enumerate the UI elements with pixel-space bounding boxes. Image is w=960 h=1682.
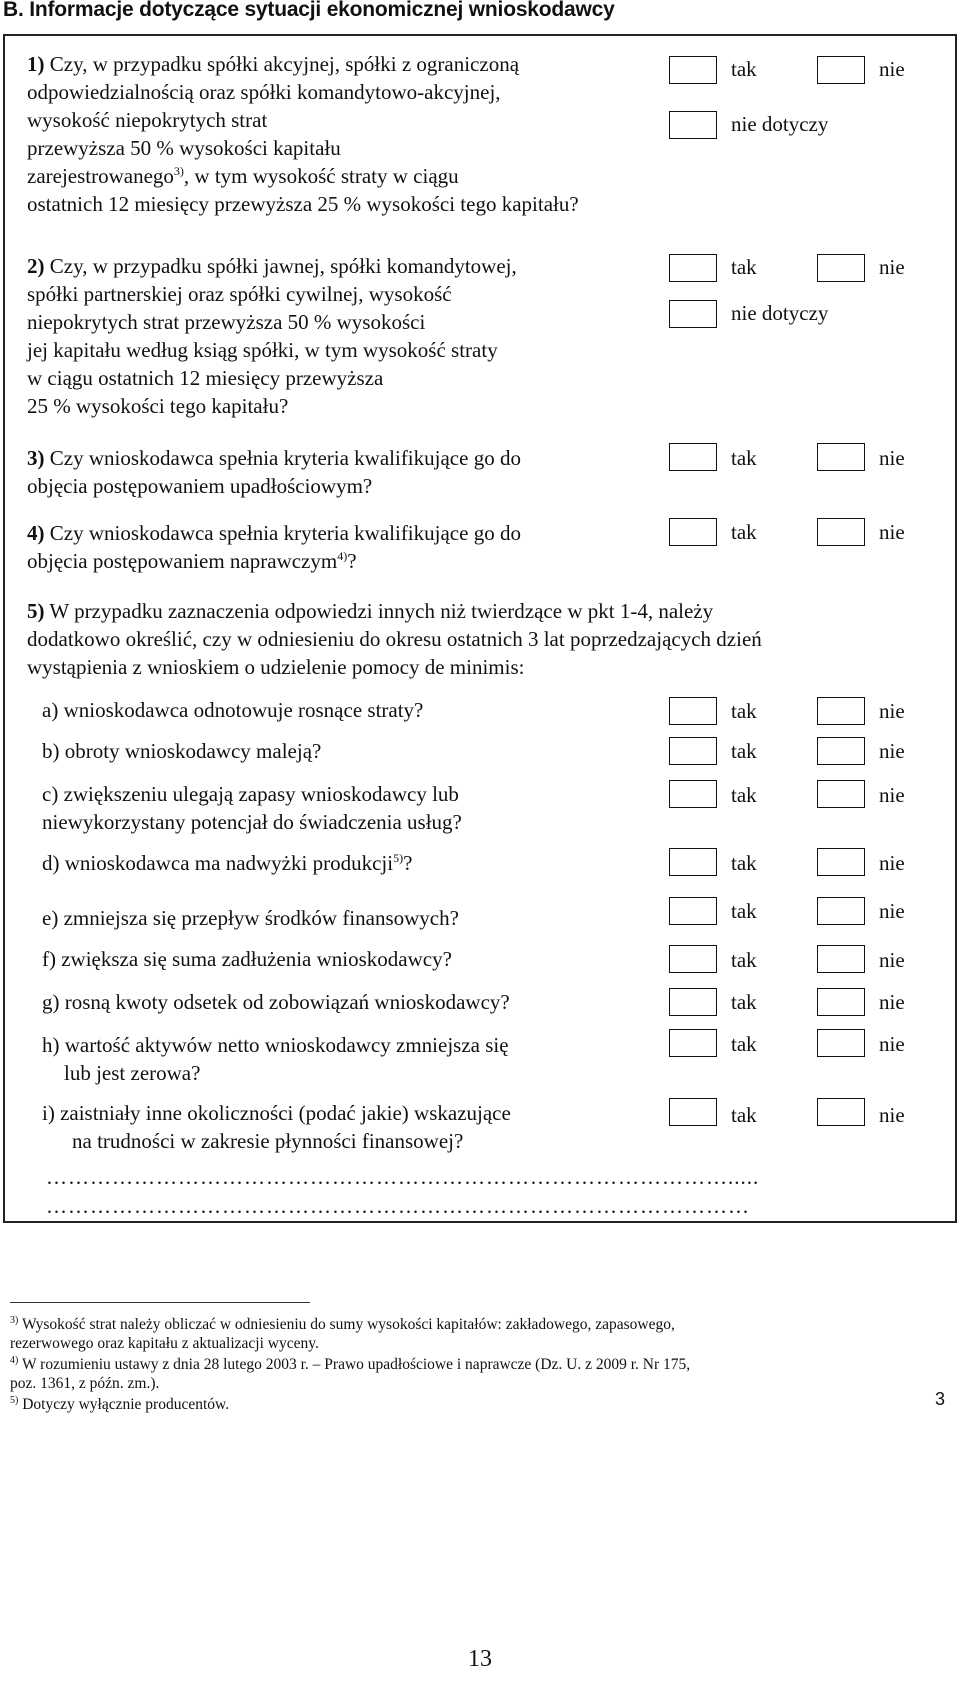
question-5: 5) W przypadku zaznaczenia odpowiedzi innych niż twierdzące w pkt 1-4, należy dodatkowo określić, czy w odniesieniu do okresu ostatnich 3 lat poprzedzających dzień wystąpienia z wnioskiem o udzielenie pomocy de minimis:: [27, 599, 762, 679]
sub-question-c: c) zwiększeniu ulegają zapasy wnioskodawcy lub niewykorzystany potencjał do świadczenia usług?: [42, 782, 462, 834]
label-nie: nie: [879, 739, 905, 763]
footnote-5: $^{5)}$ Dotyczy wyłącznie producentów.: [10, 1394, 230, 1413]
checkbox-d-nie[interactable]: [817, 848, 865, 876]
sub-question-e: e) zmniejsza się przepływ środków finansowych?: [42, 906, 459, 930]
label-tak: tak: [731, 255, 757, 279]
checkbox-a-tak[interactable]: [669, 697, 717, 725]
checkbox-f-tak[interactable]: [669, 945, 717, 973]
footnote-mark: 5): [10, 1394, 19, 1406]
checkbox-g-tak[interactable]: [669, 988, 717, 1016]
label-tak: tak: [731, 1103, 757, 1127]
label-tak: tak: [731, 899, 757, 923]
sub-question-d: d) wnioskodawca ma nadwyżki produkcji$^{5)}$?: [42, 851, 413, 875]
label-tak: tak: [731, 699, 757, 723]
dotted-answer-line-2[interactable]: ……………………………………………………………………………………: [46, 1194, 750, 1218]
question-number: 4): [27, 521, 45, 545]
checkbox-q2-tak[interactable]: [669, 254, 717, 282]
checkbox-b-tak[interactable]: [669, 737, 717, 765]
checkbox-f-nie[interactable]: [817, 945, 865, 973]
label-tak: tak: [731, 948, 757, 972]
sub-question-g: g) rosną kwoty odsetek od zobowiązań wnioskodawcy?: [42, 990, 510, 1014]
checkbox-e-tak[interactable]: [669, 897, 717, 925]
checkbox-g-nie[interactable]: [817, 988, 865, 1016]
footnote-3: $^{3)}$ Wysokość strat należy obliczać w odniesieniu do sumy wysokości kapitałów: zakładowego, zapasowego, rezerwowego oraz kapitału z aktualizacji wyceny.: [10, 1314, 675, 1352]
label-nie: nie: [879, 699, 905, 723]
checkbox-h-nie[interactable]: [817, 1029, 865, 1057]
sub-question-h: h) wartość aktywów netto wnioskodawcy zmniejsza się lub jest zerowa?: [42, 1033, 509, 1085]
inner-page-number: 3: [935, 1389, 946, 1409]
label-tak: tak: [731, 990, 757, 1014]
label-tak: tak: [731, 783, 757, 807]
checkbox-h-tak[interactable]: [669, 1029, 717, 1057]
label-nie: nie: [879, 520, 905, 544]
label-tak: tak: [731, 851, 757, 875]
sub-question-b: b) obroty wnioskodawcy maleją?: [42, 739, 322, 763]
label-nie: nie: [879, 255, 905, 279]
footnote-mark: 4): [10, 1354, 19, 1366]
checkbox-e-nie[interactable]: [817, 897, 865, 925]
dotted-answer-line-1[interactable]: ………………………………………………………………………………….....: [46, 1165, 760, 1189]
checkbox-q1-nie[interactable]: [817, 56, 865, 84]
question-2: 2) Czy, w przypadku spółki jawnej, spółki komandytowej, spółki partnerskiej oraz spółki cywilnej, wysokość niepokrytych strat przewyższa 50 % wysokości jej kapitału według ksiąg spółki, w tym wysokość straty w ciągu ostatnich 12 miesięcy przewyższa 25 % wysokości tego kapitału?: [27, 254, 517, 418]
checkbox-q2-nie-dotyczy[interactable]: [669, 300, 717, 328]
checkbox-b-nie[interactable]: [817, 737, 865, 765]
label-tak: tak: [731, 739, 757, 763]
checkbox-q3-nie[interactable]: [817, 443, 865, 471]
label-nie: nie: [879, 1103, 905, 1127]
question-1: 1) Czy, w przypadku spółki akcyjnej, spółki z ograniczoną odpowiedzialnością oraz spółki komandytowo-akcyjnej, wysokość niepokrytych strat przewyższa 50 % wysokości kapitału zarejestrowanego$^{3)}$, w tym wysokość straty w ciągu ostatnich 12 miesięcy przewyższa 25 % wysokości tego kapitału?: [27, 52, 579, 216]
checkbox-q4-tak[interactable]: [669, 518, 717, 546]
label-tak: tak: [731, 57, 757, 81]
footnote-ref: 4): [337, 549, 348, 563]
label-nie: nie: [879, 851, 905, 875]
label-nie: nie: [879, 948, 905, 972]
page-number: 13: [468, 1646, 492, 1672]
sub-question-a: a) wnioskodawca odnotowuje rosnące straty?: [42, 698, 424, 722]
footnote-mark: 3): [10, 1314, 19, 1326]
footnote-separator: [10, 1302, 310, 1303]
checkbox-i-nie[interactable]: [817, 1098, 865, 1126]
label-nie-dotyczy: nie dotyczy: [731, 112, 829, 136]
checkbox-q2-nie[interactable]: [817, 254, 865, 282]
footnote-ref: 5): [393, 851, 404, 865]
question-3: 3) Czy wnioskodawca spełnia kryteria kwalifikujące go do objęcia postępowaniem upadłościowym?: [27, 446, 521, 498]
section-title: B. Informacje dotyczące sytuacji ekonomicznej wnioskodawcy: [3, 0, 615, 21]
question-number: 2): [27, 254, 45, 278]
checkbox-a-nie[interactable]: [817, 697, 865, 725]
sub-question-f: f) zwiększa się suma zadłużenia wnioskodawcy?: [42, 947, 452, 971]
footnote-ref: 3): [173, 164, 184, 178]
checkbox-q1-nie-dotyczy[interactable]: [669, 111, 717, 139]
label-tak: tak: [731, 446, 757, 470]
checkbox-q4-nie[interactable]: [817, 518, 865, 546]
label-nie: nie: [879, 783, 905, 807]
checkbox-i-tak[interactable]: [669, 1098, 717, 1126]
label-tak: tak: [731, 1032, 757, 1056]
checkbox-c-tak[interactable]: [669, 780, 717, 808]
footnote-4: $^{4)}$ W rozumieniu ustawy z dnia 28 lutego 2003 r. – Prawo upadłościowe i naprawcze (Dz. U. z 2009 r. Nr 175, poz. 1361, z późn. zm.).: [10, 1354, 691, 1392]
label-tak: tak: [731, 520, 757, 544]
label-nie: nie: [879, 446, 905, 470]
question-4: 4) Czy wnioskodawca spełnia kryteria kwalifikujące go do objęcia postępowaniem naprawczym$^{4)}$?: [27, 521, 521, 573]
checkbox-q3-tak[interactable]: [669, 443, 717, 471]
label-nie: nie: [879, 57, 905, 81]
sub-question-i: i) zaistniały inne okoliczności (podać jakie) wskazujące na trudności w zakresie płynności finansowej?: [42, 1101, 511, 1153]
checkbox-c-nie[interactable]: [817, 780, 865, 808]
checkbox-d-tak[interactable]: [669, 848, 717, 876]
label-nie: nie: [879, 1032, 905, 1056]
question-number: 5): [27, 599, 45, 623]
question-number: 3): [27, 446, 45, 470]
question-number: 1): [27, 52, 45, 76]
label-nie-dotyczy: nie dotyczy: [731, 301, 829, 325]
label-nie: nie: [879, 899, 905, 923]
label-nie: nie: [879, 990, 905, 1014]
checkbox-q1-tak[interactable]: [669, 56, 717, 84]
